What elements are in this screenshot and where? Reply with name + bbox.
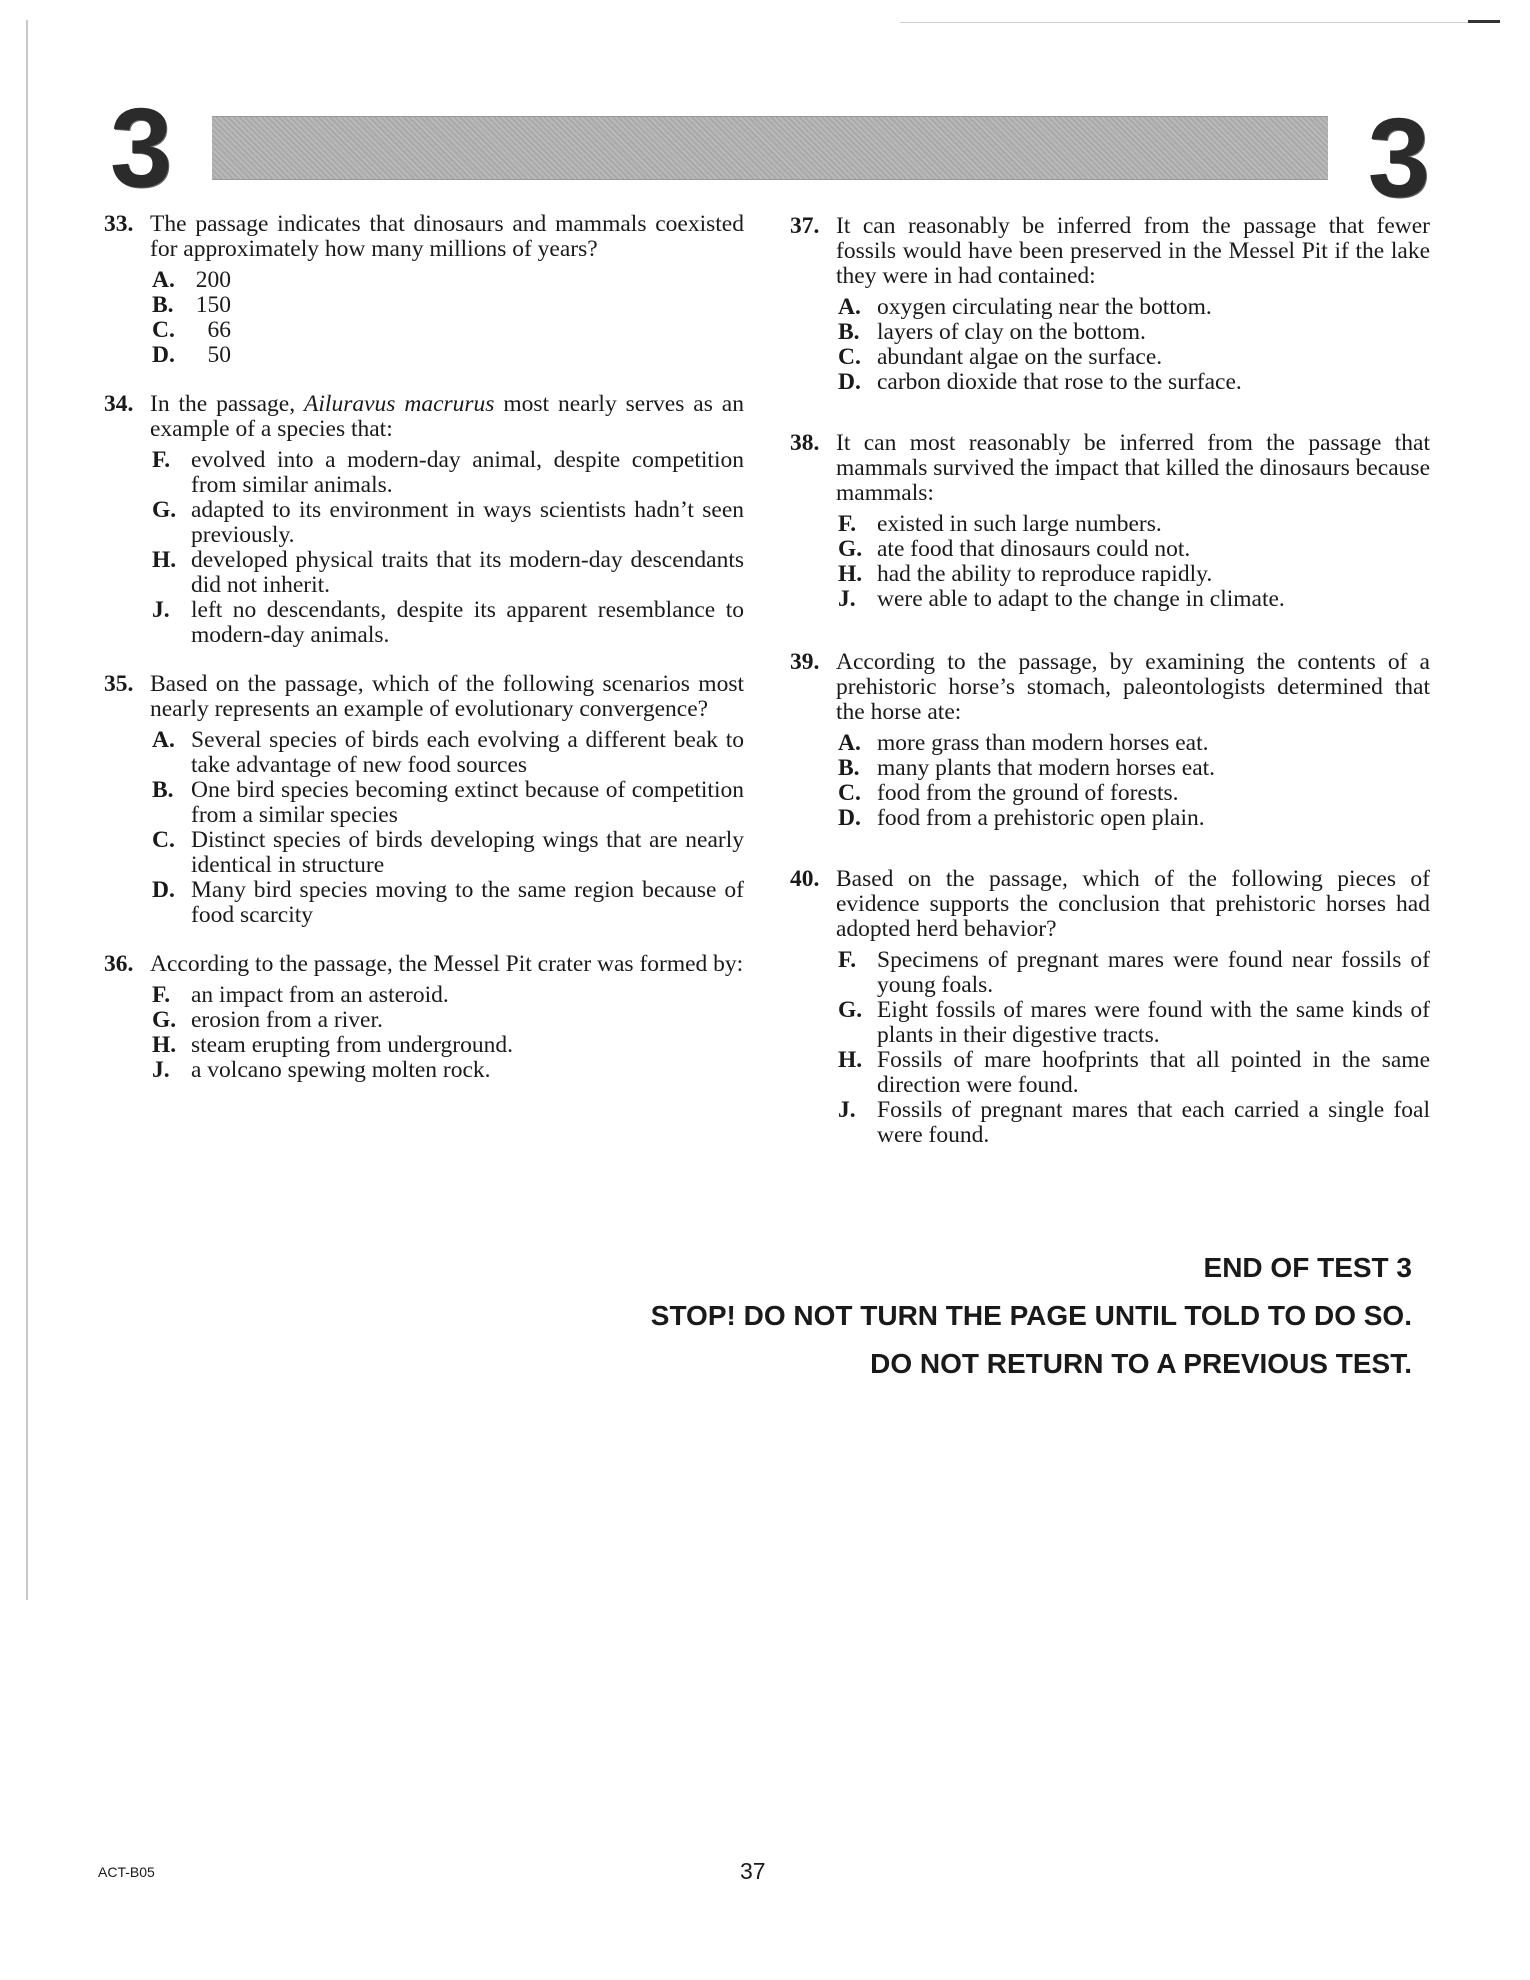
choice-text: an impact from an asteroid. <box>191 982 449 1008</box>
answer-choice[interactable] <box>150 498 744 548</box>
choice-text: existed in such large numbers. <box>877 511 1162 537</box>
answer-choice[interactable] <box>150 343 744 368</box>
answer-choice[interactable] <box>836 295 1430 320</box>
choice-letter: C. <box>152 317 175 343</box>
answer-choice[interactable] <box>836 345 1430 370</box>
choice-letter: C. <box>152 827 175 853</box>
choice-text: had the ability to reproduce rapidly. <box>877 561 1213 587</box>
choice-letter: J. <box>838 586 856 612</box>
choice-text: oxygen circulating near the bottom. <box>877 294 1212 320</box>
choice-text: more grass than modern horses eat. <box>877 730 1209 756</box>
question-number: 39. <box>790 649 820 675</box>
answer-choice[interactable] <box>150 1008 744 1033</box>
answer-choice[interactable] <box>150 448 744 498</box>
species-name: Ailuravus macrurus <box>304 391 495 417</box>
question-34 <box>104 392 744 648</box>
section-number-left: 3 <box>110 85 173 210</box>
choice-text: developed physical traits that its modern-day descendants did not inherit. <box>191 547 744 598</box>
answer-choice[interactable] <box>150 293 744 318</box>
answer-choice[interactable] <box>150 983 744 1008</box>
choice-letter: G. <box>152 497 177 523</box>
answer-choice[interactable] <box>836 512 1430 537</box>
choice-letter: B. <box>152 292 174 318</box>
choice-text: Distinct species of birds developing wings that are nearly identical in structure <box>191 827 744 878</box>
question-40 <box>790 867 1430 1148</box>
question-number: 34. <box>104 391 134 417</box>
answer-choice[interactable] <box>150 598 744 648</box>
choice-text: Fossils of pregnant mares that each carried a single foal were found. <box>877 1097 1430 1148</box>
end-of-test-title: END OF TEST 3 <box>1203 1252 1412 1283</box>
choice-text: carbon dioxide that rose to the surface. <box>877 369 1242 395</box>
answer-choice[interactable] <box>150 548 744 598</box>
choice-text: many plants that modern horses eat. <box>877 755 1216 781</box>
answer-choice[interactable] <box>836 562 1430 587</box>
answer-choice[interactable] <box>836 1048 1430 1098</box>
choice-text: evolved into a modern-day animal, despite competition from similar animals. <box>191 447 744 498</box>
question-39 <box>790 650 1430 831</box>
choice-text: Eight fossils of mares were found with the same kinds of plants in their digestive tracts. <box>877 997 1430 1048</box>
choice-letter: F. <box>838 947 857 973</box>
choice-letter: D. <box>838 805 861 831</box>
answer-choice[interactable] <box>836 948 1430 998</box>
answer-choice[interactable] <box>836 1098 1430 1148</box>
choice-letter: G. <box>838 536 863 562</box>
answer-choice[interactable] <box>836 731 1430 756</box>
choice-letter: A. <box>838 294 861 320</box>
choice-letter: H. <box>838 561 863 587</box>
choice-text: Many bird species moving to the same region because of food scarcity <box>191 877 744 928</box>
choice-text: 200 <box>195 267 231 293</box>
choice-letter: A. <box>152 267 175 293</box>
answer-choices <box>836 948 1430 1148</box>
choice-letter: G. <box>838 997 863 1023</box>
question-number: 38. <box>790 430 820 456</box>
answer-choice[interactable] <box>150 1058 744 1083</box>
page-number: 37 <box>740 1858 766 1884</box>
choice-letter: D. <box>838 369 861 395</box>
choice-text: 150 <box>195 292 231 318</box>
choice-text: were able to adapt to the change in climate. <box>877 586 1285 612</box>
no-return-instruction: DO NOT RETURN TO A PREVIOUS TEST. <box>870 1348 1412 1379</box>
choice-letter: D. <box>152 877 175 903</box>
choice-letter: J. <box>152 1057 170 1083</box>
section-header-bar <box>212 116 1328 180</box>
question-stem: According to the passage, the Messel Pit crater was formed by: <box>150 951 744 977</box>
choice-text: Fossils of mare hoofprints that all pointed in the same direction were found. <box>877 1047 1430 1098</box>
stop-instruction: STOP! DO NOT TURN THE PAGE UNTIL TOLD TO DO SO. <box>650 1300 1412 1331</box>
answer-choices <box>836 512 1430 612</box>
answer-choices <box>150 728 744 928</box>
end-of-test-notice <box>651 1244 1412 1388</box>
question-number: 36. <box>104 951 134 977</box>
choice-letter: H. <box>838 1047 863 1073</box>
scan-corner-mark <box>1468 20 1500 23</box>
choice-letter: D. <box>152 342 175 368</box>
choice-text: adapted to its environment in ways scientists hadn’t seen previously. <box>191 497 744 548</box>
choice-letter: F. <box>152 447 171 473</box>
choice-text: erosion from a river. <box>191 1007 383 1033</box>
question-number: 37. <box>790 213 820 239</box>
question-stem: According to the passage, by examining the contents of a prehistoric horse’s stomach, paleontologists determined that the horse ate: <box>836 649 1430 725</box>
answer-choice[interactable] <box>150 828 744 878</box>
answer-choices <box>150 448 744 648</box>
question-number: 33. <box>104 211 134 237</box>
answer-choices <box>150 983 744 1083</box>
question-stem: Based on the passage, which of the following scenarios most nearly represents an example of evolutionary convergence? <box>150 671 744 722</box>
answer-choice[interactable] <box>836 537 1430 562</box>
choice-text: Several species of birds each evolving a different beak to take advantage of new food sources <box>191 727 744 778</box>
answer-choice[interactable] <box>150 728 744 778</box>
choice-letter: H. <box>152 547 177 573</box>
answer-choices <box>836 295 1430 395</box>
section-header <box>110 85 1430 220</box>
choice-letter: G. <box>152 1007 177 1033</box>
choice-text: ate food that dinosaurs could not. <box>877 536 1191 562</box>
question-number: 35. <box>104 671 134 697</box>
choice-letter: B. <box>838 755 860 781</box>
choice-letter: J. <box>838 1097 856 1123</box>
choice-letter: F. <box>152 982 171 1008</box>
answer-choice[interactable] <box>836 781 1430 806</box>
question-stem: The passage indicates that dinosaurs and mammals coexisted for approximately how many millions of years? <box>150 211 744 262</box>
section-number-right: 3 <box>1367 95 1430 220</box>
answer-choice[interactable] <box>150 268 744 293</box>
choice-text: layers of clay on the bottom. <box>877 319 1146 345</box>
choice-letter: J. <box>152 597 170 623</box>
stem-text: In the passage, <box>150 391 305 417</box>
choice-letter: B. <box>838 319 860 345</box>
choice-letter: H. <box>152 1032 177 1058</box>
answer-choice[interactable] <box>836 756 1430 781</box>
choice-text: food from a prehistoric open plain. <box>877 805 1205 831</box>
question-stem: It can most reasonably be inferred from the passage that mammals survived the impact that killed the dinosaurs because mammals: <box>836 430 1430 506</box>
question-33 <box>104 212 744 368</box>
question-number: 40. <box>790 866 820 892</box>
right-column <box>790 214 1430 1172</box>
choice-letter: C. <box>838 344 861 370</box>
choice-text: abundant algae on the surface. <box>877 344 1163 370</box>
choice-text: left no descendants, despite its apparent resemblance to modern-day animals. <box>191 597 744 648</box>
form-code: ACT-B05 <box>98 1864 155 1880</box>
stem-text: most nearly serves as an example of a species that: <box>150 391 744 442</box>
answer-choices <box>150 268 744 368</box>
choice-text: 66 <box>207 317 231 343</box>
choice-letter: C. <box>838 780 861 806</box>
answer-choice[interactable] <box>836 370 1430 395</box>
choice-text: Specimens of pregnant mares were found near fossils of young foals. <box>877 947 1430 998</box>
question-35 <box>104 672 744 928</box>
question-stem <box>150 392 744 442</box>
answer-choice[interactable] <box>150 778 744 828</box>
left-column <box>104 212 744 1107</box>
answer-choice[interactable] <box>150 878 744 928</box>
scan-top-line <box>900 22 1480 23</box>
choice-text: One bird species becoming extinct because of competition from a similar species <box>191 777 744 828</box>
answer-choices <box>836 731 1430 831</box>
question-36 <box>104 952 744 1083</box>
question-38 <box>790 431 1430 612</box>
choice-text: a volcano spewing molten rock. <box>191 1057 491 1083</box>
choice-letter: A. <box>838 730 861 756</box>
answer-choice[interactable] <box>150 318 744 343</box>
question-stem: It can reasonably be inferred from the passage that fewer fossils would have been preserved in the Messel Pit if the lake they were in had contained: <box>836 213 1430 289</box>
choice-text: food from the ground of forests. <box>877 780 1179 806</box>
choice-text: 50 <box>207 342 231 368</box>
answer-choice[interactable] <box>836 587 1430 612</box>
scan-edge-line <box>26 20 28 1600</box>
answer-choice[interactable] <box>836 320 1430 345</box>
question-stem: Based on the passage, which of the following pieces of evidence supports the conclusion that prehistoric horses had adopted herd behavior? <box>836 866 1430 942</box>
question-37 <box>790 214 1430 395</box>
choice-letter: B. <box>152 777 174 803</box>
choice-letter: A. <box>152 727 175 753</box>
choice-letter: F. <box>838 511 857 537</box>
answer-choice[interactable] <box>150 1033 744 1058</box>
choice-text: steam erupting from underground. <box>191 1032 513 1058</box>
answer-choice[interactable] <box>836 998 1430 1048</box>
answer-choice[interactable] <box>836 806 1430 831</box>
